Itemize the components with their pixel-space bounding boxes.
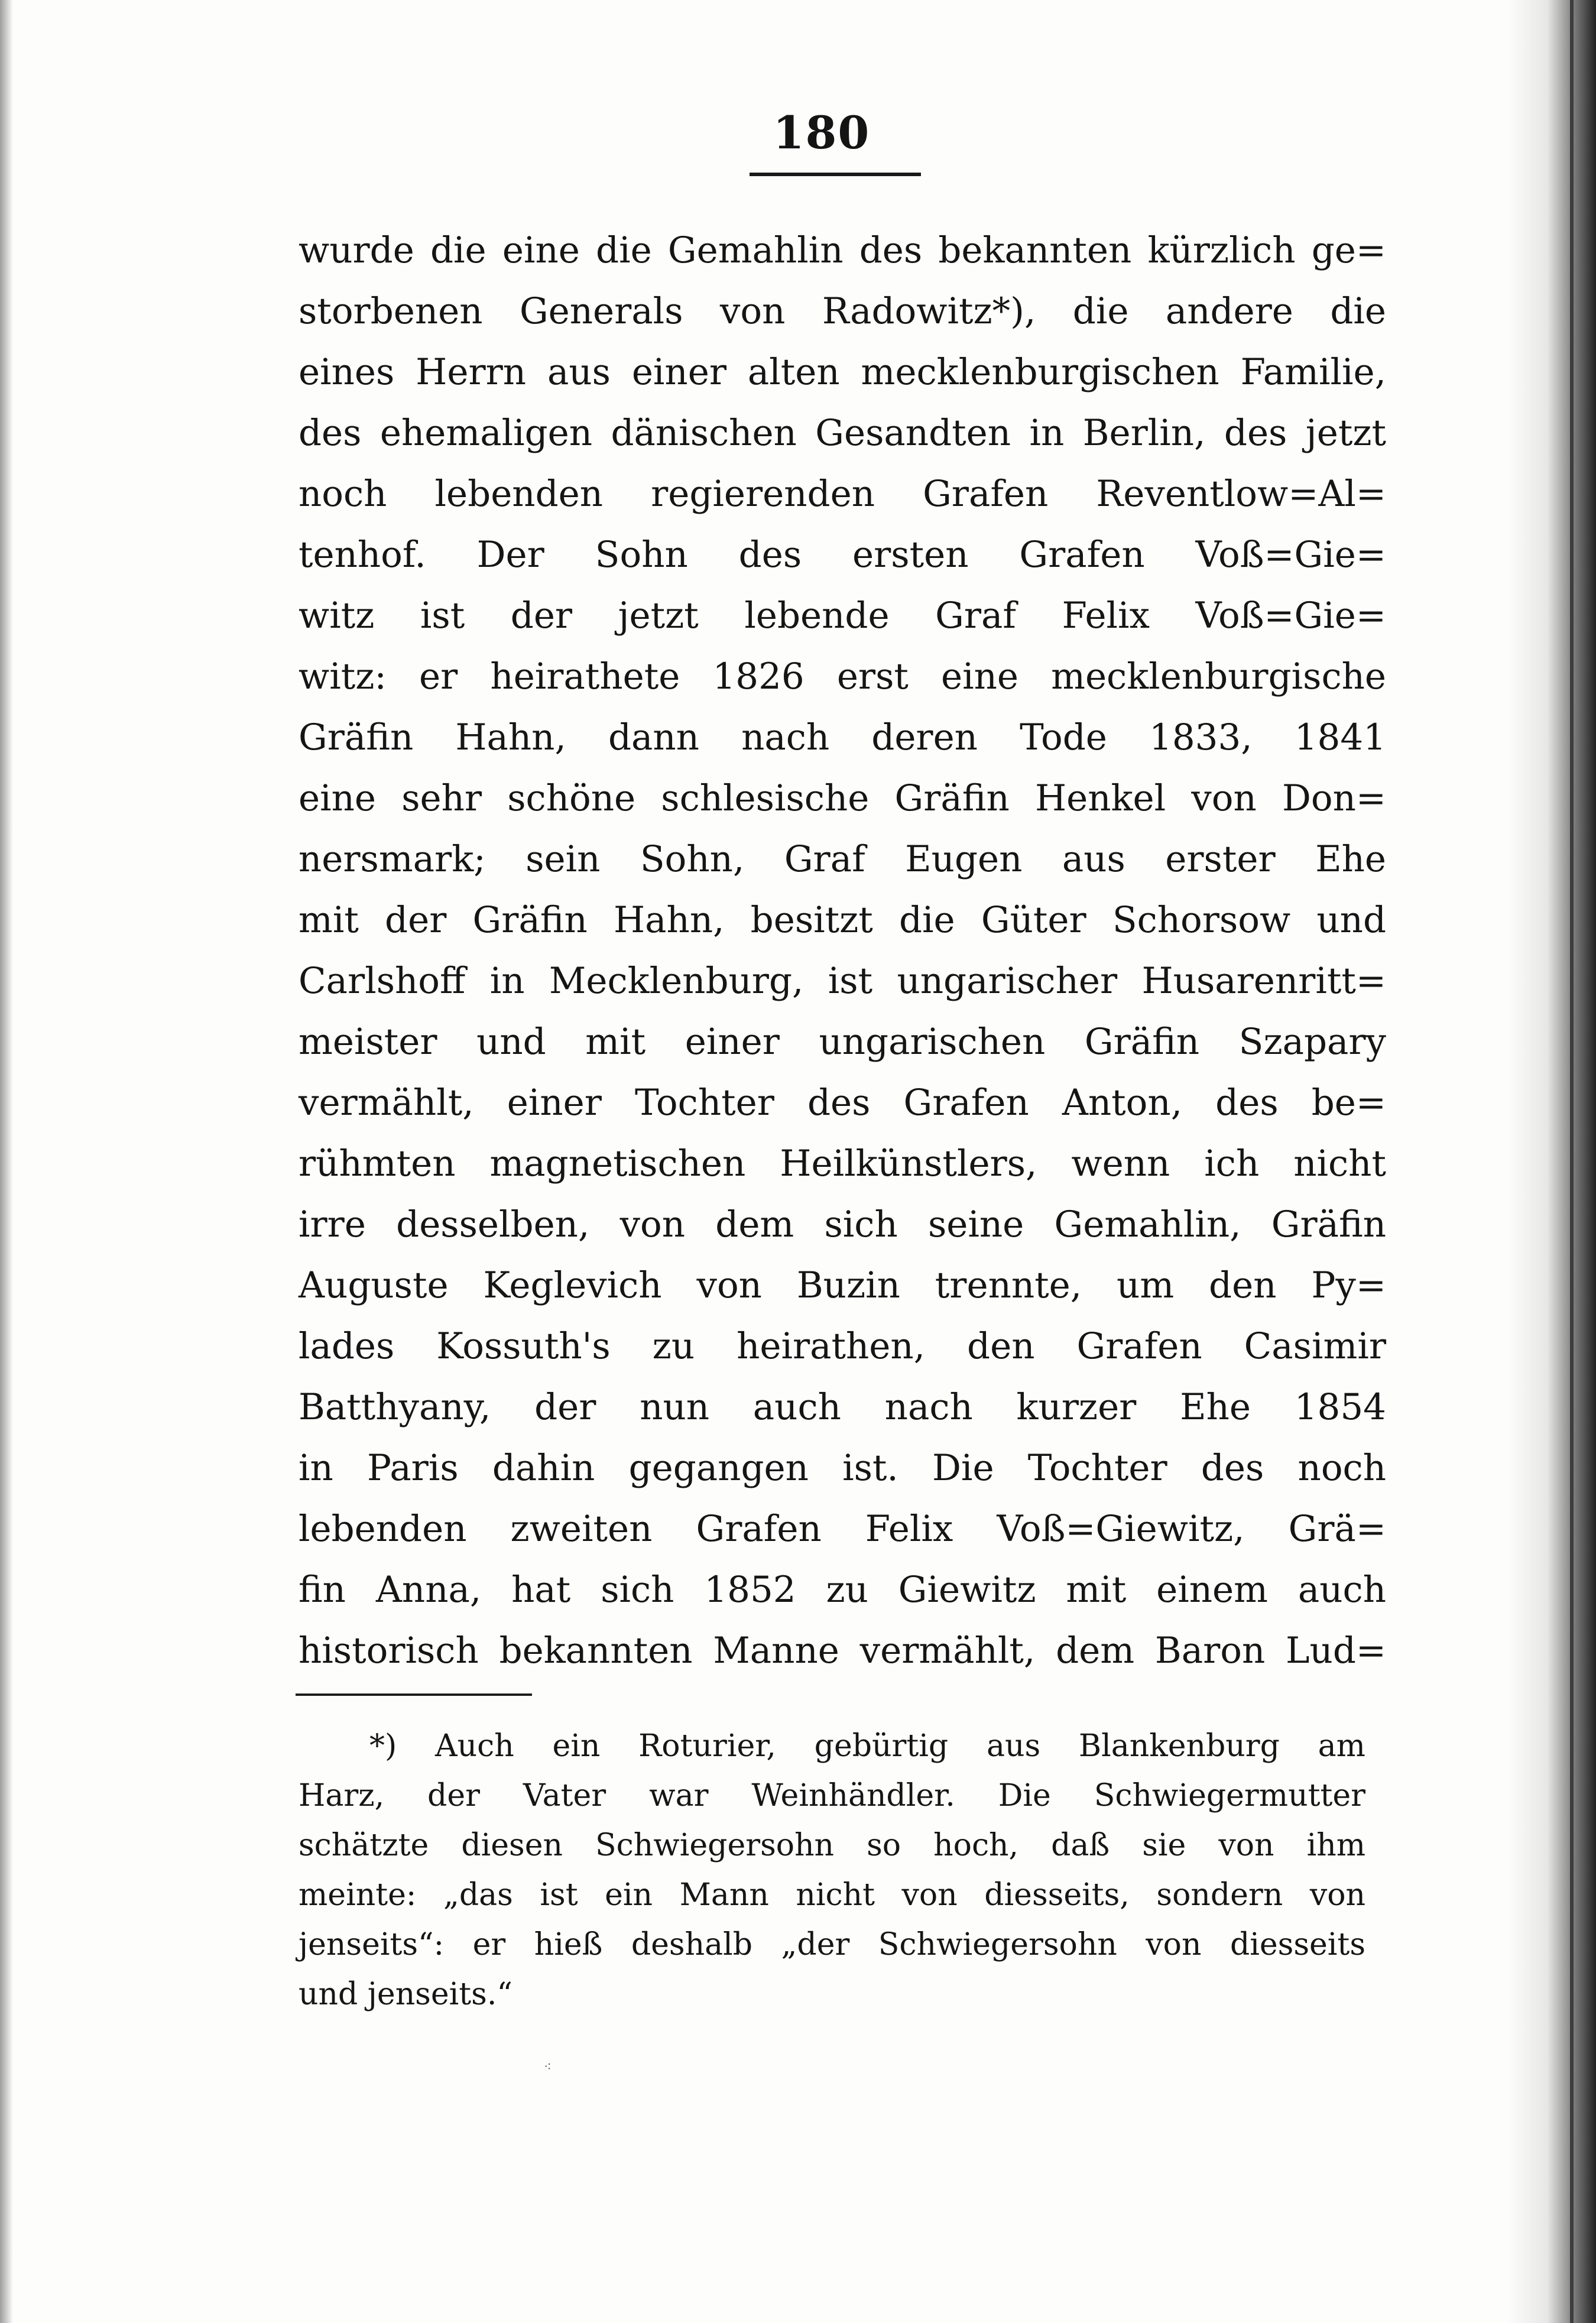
text-line: Carlshoff in Mecklenburg, ist ungarischer Husarenritt= — [299, 960, 1386, 1002]
text-line: fin Anna, hat sich 1852 zu Giewitz mit einem auch — [299, 1569, 1386, 1611]
binding-shadow — [1507, 0, 1596, 2323]
footnote-line: *) Auch ein Roturier, gebürtig aus Blankenburg am — [369, 1728, 1365, 1764]
text-line: des ehemaligen dänischen Gesandten in Berlin, des jetzt — [299, 412, 1386, 454]
text-line: meister und mit einer ungarischen Gräfin Szapary — [299, 1021, 1386, 1063]
text-line: historisch bekannten Manne vermählt, dem Baron Lud= — [299, 1630, 1386, 1672]
text-line: witz ist der jetzt lebende Graf Felix Voß=Gie= — [299, 595, 1386, 637]
text-line: noch lebenden regierenden Grafen Reventlow=Al= — [299, 473, 1386, 515]
text-line: rühmten magnetischen Heilkünstlers, wenn ich nicht — [299, 1143, 1386, 1185]
footnote-line: schätzte diesen Schwiegersohn so hoch, daß sie von ihm — [299, 1828, 1365, 1863]
text-line: irre desselben, von dem sich seine Gemahlin, Gräfin — [299, 1203, 1386, 1245]
page-left-edge-shadow — [0, 0, 13, 2323]
text-line: tenhof. Der Sohn des ersten Grafen Voß=Gie= — [299, 534, 1386, 576]
text-line: Batthyany, der nun auch nach kurzer Ehe 1854 — [299, 1386, 1386, 1428]
text-line: eines Herrn aus einer alten mecklenburgischen Familie, — [299, 351, 1386, 393]
text-line: lebenden zweiten Grafen Felix Voß=Giewitz, Grä= — [299, 1508, 1386, 1550]
page-number: 180 — [773, 106, 871, 159]
text-line: vermählt, einer Tochter des Grafen Anton, des be= — [299, 1082, 1386, 1124]
page-number-rule — [750, 173, 921, 176]
main-text — [299, 220, 1386, 1681]
footnote-line: jenseits“: er hieß deshalb „der Schwiegersohn von diesseits — [299, 1927, 1365, 1962]
text-line: storbenen Generals von Radowitz*), die andere die — [299, 290, 1386, 332]
footnote-rule — [296, 1693, 532, 1696]
text-line: eine sehr schöne schlesische Gräfin Henkel von Don= — [299, 777, 1386, 819]
text-line: Gräfin Hahn, dann nach deren Tode 1833, 1841 — [299, 716, 1386, 758]
footnote-line: und jenseits.“ — [299, 1977, 512, 2012]
footnote-line: meinte: „das ist ein Mann nicht von diesseits, sondern von — [299, 1877, 1365, 1913]
footnote — [299, 1721, 1365, 2019]
text-line: lades Kossuth's zu heirathen, den Grafen Casimir — [299, 1325, 1386, 1367]
footnote-line: Harz, der Vater war Weinhändler. Die Schwiegermutter — [299, 1778, 1365, 1813]
text-line: in Paris dahin gegangen ist. Die Tochter des noch — [299, 1447, 1386, 1489]
text-line: Auguste Keglevich von Buzin trennte, um den Py= — [299, 1264, 1386, 1306]
text-line: nersmark; sein Sohn, Graf Eugen aus erster Ehe — [299, 838, 1386, 880]
text-line: mit der Gräfin Hahn, besitzt die Güter Schorsow und — [299, 899, 1386, 941]
binding-edge — [1570, 0, 1574, 2323]
print-speck: ⁖ — [544, 2060, 552, 2075]
text-line: witz: er heirathete 1826 erst eine mecklenburgische — [299, 656, 1386, 697]
text-line: wurde die eine die Gemahlin des bekannten kürzlich ge= — [299, 229, 1386, 271]
